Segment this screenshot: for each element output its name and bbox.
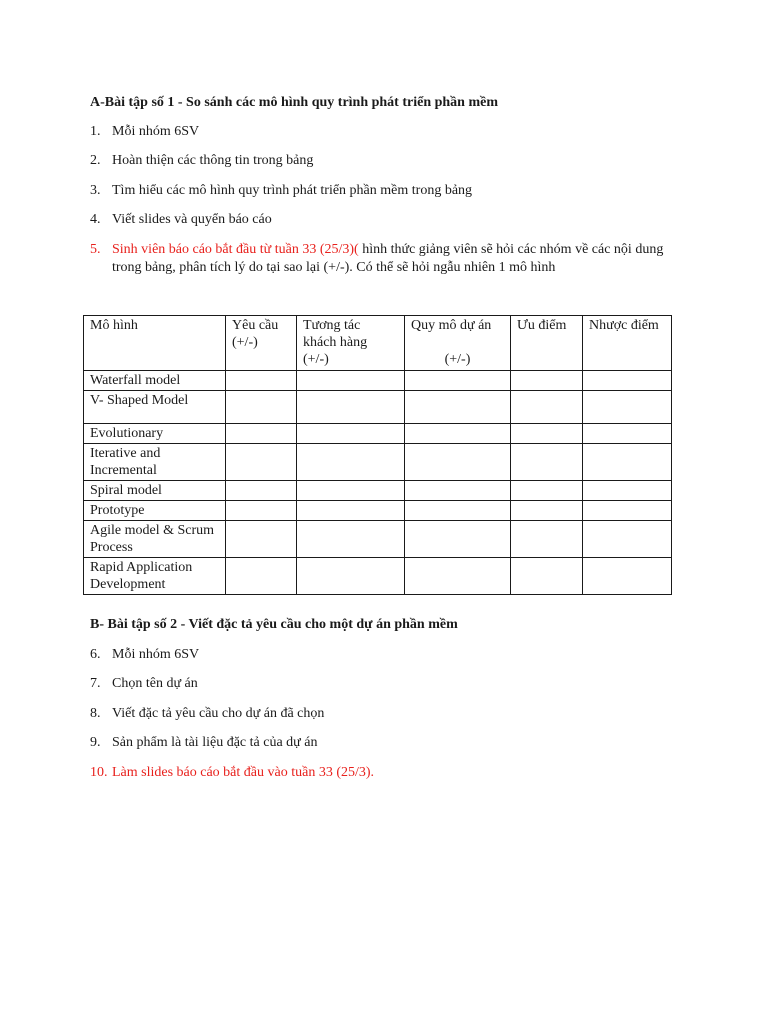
model-name: Evolutionary xyxy=(84,424,226,444)
header-pros: Ưu điểm xyxy=(511,316,583,371)
table-row xyxy=(84,424,672,444)
list-item xyxy=(90,646,680,664)
list-item xyxy=(90,241,680,277)
list-number: 10. xyxy=(90,765,108,780)
list-text: hình thức giảng viên sẽ hỏi các nhóm về các nội dung trong bảng, phân tích lý do tại sao lại (+/-). Có thể sẽ hỏi ngẫu nhiên 1 mô hình xyxy=(112,242,664,275)
list-text: Mỗi nhóm 6SV xyxy=(112,647,200,662)
model-name: Rapid Application Development xyxy=(84,558,226,595)
list-text: Tìm hiểu các mô hình quy trình phát triển phần mềm trong bảng xyxy=(112,183,473,198)
list-text: Mỗi nhóm 6SV xyxy=(112,124,200,139)
section-a-title: A-Bài tập số 1 - So sánh các mô hình quy trình phát triển phần mềm xyxy=(90,95,499,110)
list-text: Hoàn thiện các thông tin trong bảng xyxy=(112,153,314,168)
table-row xyxy=(84,521,672,558)
model-name: Agile model & Scrum Process xyxy=(84,521,226,558)
table-row xyxy=(84,501,672,521)
list-item xyxy=(90,182,680,200)
table-row xyxy=(84,444,672,481)
table-row xyxy=(84,481,672,501)
table-row xyxy=(84,391,672,424)
list-number: 9. xyxy=(90,735,101,750)
list-number: 8. xyxy=(90,706,101,721)
deadline-note: Làm slides báo cáo bắt đầu vào tuần 33 (25/3). xyxy=(112,765,375,780)
header-scale: Quy mô dự án (+/-) xyxy=(405,316,511,371)
table-row xyxy=(84,371,672,391)
model-name: Waterfall model xyxy=(84,371,226,391)
list-item xyxy=(90,211,680,229)
table-header-row xyxy=(84,316,672,371)
list-text: Chọn tên dự án xyxy=(112,676,198,691)
model-name: Spiral model xyxy=(84,481,226,501)
list-item xyxy=(90,734,680,752)
list-item xyxy=(90,675,680,693)
list-number: 4. xyxy=(90,212,101,227)
list-number: 1. xyxy=(90,124,101,139)
model-name: V- Shaped Model xyxy=(84,391,226,424)
model-name: Prototype xyxy=(84,501,226,521)
list-item xyxy=(90,123,680,141)
list-item xyxy=(90,152,680,170)
table-row xyxy=(84,558,672,595)
list-number: 5. xyxy=(90,242,101,257)
list-item xyxy=(90,764,680,782)
section-b-title: B- Bài tập số 2 - Viết đặc tả yêu cầu cho một dự án phần mềm xyxy=(90,617,458,632)
deadline-note: Sinh viên báo cáo bắt đầu từ tuần 33 (25/3)( xyxy=(112,242,359,257)
list-item xyxy=(90,705,680,723)
list-text: Viết đặc tả yêu cầu cho dự án đã chọn xyxy=(112,706,325,721)
list-number: 6. xyxy=(90,647,101,662)
list-text: Viết slides và quyển báo cáo xyxy=(112,212,272,227)
header-model: Mô hình xyxy=(84,316,226,371)
header-requirements: Yêu cầu (+/-) xyxy=(226,316,297,371)
header-interaction: Tương tác khách hàng (+/-) xyxy=(297,316,405,371)
list-number: 7. xyxy=(90,676,101,691)
model-name: Iterative and Incremental xyxy=(84,444,226,481)
list-number: 2. xyxy=(90,153,101,168)
header-cons: Nhược điểm xyxy=(583,316,672,371)
list-text: Sản phẩm là tài liệu đặc tả của dự án xyxy=(112,735,318,750)
comparison-table xyxy=(83,315,672,595)
list-number: 3. xyxy=(90,183,101,198)
